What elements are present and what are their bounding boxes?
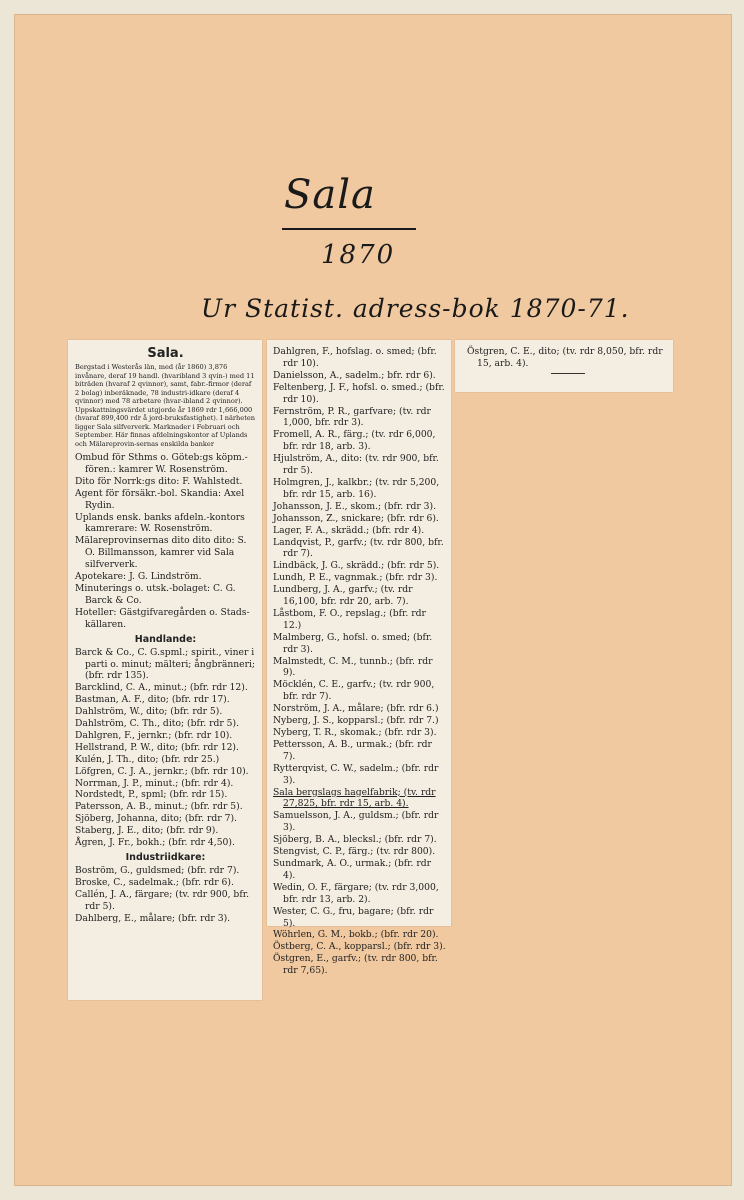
directory-entry: Johansson, J. E., skom.; (bfr. rdr 3). [273,500,437,512]
directory-entry: Hoteller: Gästgifvaregården o. Stads-källaren. [75,606,250,630]
clipping-heading: Sala. [147,346,184,361]
directory-entry: Ombud för Sthms o. Göteb:gs köpm.-fören.: kamrer W. Rosenström. [75,452,248,475]
directory-entry: Lundberg, J. A., garfv.; (tv. rdr 16,100, bfr. rdr 20, arb. 7). [273,584,413,608]
directory-entry: Agent för försäkr.-bol. Skandia: Axel Rydin. [75,487,245,511]
directory-entry: Norrman, J. P., minut.; (bfr. rdr 4). [75,777,234,789]
handlande-list [75,647,256,849]
industri-list [75,865,256,925]
industri-continued-list [273,346,446,977]
handwritten-year: 1870 [321,240,396,270]
directory-entry: Sala bergslags hagelfabrik; (tv. rdr 27,825, bfr. rdr 15, arb. 4). [273,786,436,810]
directory-entry: Bastman, A. F., dito; (bfr. rdr 17). [75,694,230,706]
directory-entry: Ågren, J. Fr., bokh.; (bfr. rdr 4,50). [75,837,235,849]
clipping-column-3 [455,340,673,392]
directory-entry: Låstbom, F. O., repslag.; (bfr. rdr 12.) [273,607,426,631]
directory-entry: Pettersson, A. B., urmak.; (bfr. rdr 7). [273,738,432,762]
directory-entry: Dahlgren, F., jernkr.; (bfr. rdr 10). [75,729,233,741]
directory-entry: Wester, C. G., fru, bagare; (bfr. rdr 5). [273,905,434,929]
handwritten-source-note: Ur Statist. adress-bok 1870-71. [201,294,630,323]
directory-entry: Dahlström, W., dito; (bfr. rdr 5). [75,706,223,718]
directory-entry: Dahlström, C. Th., dito; (bfr. rdr 5). [75,718,240,730]
directory-entry: Wöhrlen, G. M., bokb.; (bfr. rdr 20). [273,929,439,941]
directory-entry: Feltenberg, J. F., hofsl. o. smed.; (bfr. rdr 10). [273,381,445,405]
directory-entry: Samuelsson, J. A., guldsm.; (bfr. rdr 3). [273,810,439,834]
directory-entry: Callén, J. A., färgare; (tv. rdr 900, bfr. rdr 5). [75,888,250,912]
title-underline [282,228,416,230]
handlande-heading: Handlande: [134,633,197,645]
directory-entry: Östgren, C. E., dito; (tv. rdr 8,050, bfr. rdr 15, arb. 4). [467,346,663,369]
directory-entry: Hellstrand, P. W., dito; (bfr. rdr 12). [75,741,239,753]
end-dash [551,373,585,374]
directory-entry: Lindbäck, J. G., skrädd.; (bfr. rdr 5). [273,560,440,572]
directory-entry: Nordstedt, P., spml; (bfr. rdr 15). [75,789,228,801]
directory-entry: Holmgren, J., kalkbr.; (tv. rdr 5,200, bfr. rdr 15, arb. 16). [273,476,440,500]
directory-entry: Nyberg, J. S., kopparsl.; (bfr. rdr 7.) [273,715,439,727]
directory-entry: Malmberg, G., hofsl. o. smed; (bfr. rdr 3). [273,631,433,655]
directory-entry: Uplands ensk. banks afdeln.-kontors kamrerare: W. Rosenström. [75,511,245,535]
directory-entry: Minuterings o. utsk.-bolaget: C. G. Barck & Co. [75,582,236,606]
directory-entry: Rytterqvist, C. W., sadelm.; (bfr. rdr 3). [273,762,439,786]
directory-entry: Fromell, A. R., färg.; (tv. rdr 6,000, bfr. rdr 18, arb. 3). [273,429,436,453]
directory-entry: Möcklén, C. E., garfv.; (tv. rdr 900, bfr. rdr 7). [273,679,435,703]
directory-entry: Sjöberg, B. A., blecksl.; (bfr. rdr 7). [273,834,437,846]
town-description: Bergstad i Westerås län, med (år 1860) 3,876 invånare, deraf 19 handl. (hvaribland 3 qvin-) med 11 biträden (hvaraf 2 qvinnor), samt, fabr.-firmor (deraf 2 bolag) inberäknade, 78 industri-idkare (deraf 4 qvinnor) med 78 arbetare (hvar-ibland 2 qvinnor). Uppskattningsvärdet utgjorde år 1869 rdr 1,666,000 (hvaraf 899,400 rdr å jord-bruksfastighet). I närheten ligger Sala silfververk. Marknader i Februari och September. Här finnas afdelningskontor af Uplands och Mälareprovin-sernas enskilda banker [75,363,255,448]
clipping-column-2 [267,340,451,977]
directory-entry: Löfgren, C. J. A., jernkr.; (bfr. rdr 10). [75,765,249,777]
directory-entry: Broske, C., sadelmak.; (bfr. rdr 6). [75,876,234,888]
directory-entry: Östgren, E., garfv.; (tv. rdr 800, bfr. rdr 7,65). [273,953,438,977]
directory-entry: Wedin, O. F., färgare; (tv. rdr 3,000, bfr. rdr 13, arb. 2). [273,881,439,905]
directory-entry: Patersson, A. B., minut.; (bfr. rdr 5). [75,801,243,813]
directory-entry: Apotekare: J. G. Lindström. [75,571,202,583]
directory-entry: Dahlberg, E., målare; (bfr. rdr 3). [75,912,231,924]
industri-final-list [467,346,668,370]
directory-entry: Dahlgren, F., hofslag. o. smed; (bfr. rdr 10). [273,346,437,369]
directory-entry: Malmstedt, C. M., tunnb.; (bfr. rdr 9). [273,655,433,679]
handwritten-title: Sala [284,172,376,218]
directory-entry: Norström, J. A., målare; (bfr. rdr 6.) [273,703,439,715]
general-entries-list [75,452,256,631]
industri-heading: Industriidkare: [125,852,206,863]
directory-entry: Barck & Co., C. G.spml.; spirit., viner i parti o. minut; mälteri; ångbränneri; (bfr. rdr 135). [75,646,256,682]
directory-entry: Staberg, J. E., dito; (bfr. rdr 9). [75,825,219,837]
directory-entry: Dito för Norrk:gs dito: F. Wahlstedt. [75,475,243,487]
directory-entry: Landqvist, P., garfv.; (tv. rdr 800, bfr. rdr 7). [273,536,444,560]
directory-entry: Hjulström, A., dito: (tv. rdr 900, bfr. rdr 5). [273,453,439,477]
directory-entry: Lundh, P. E., vagnmak.; (bfr. rdr 3). [273,572,438,584]
directory-entry: Östberg, C. A., kopparsl.; (bfr. rdr 3). [273,941,446,953]
directory-entry: Boström, G., guldsmed; (bfr. rdr 7). [75,865,240,876]
directory-entry: Sjöberg, Johanna, dito; (bfr. rdr 7). [75,813,237,825]
directory-entry: Sundmark, A. O., urmak.; (bfr. rdr 4). [273,857,431,881]
directory-entry: Stengvist, C. P., färg.; (tv. rdr 800). [273,846,436,858]
directory-entry: Nyberg, T. R., skomak.; (bfr. rdr 3). [273,727,437,738]
directory-entry: Kulén, J. Th., dito; (bfr. rdr 25.) [75,753,220,765]
directory-entry: Danielsson, A., sadelm.; bfr. rdr 6). [273,369,436,381]
directory-entry: Mälareprovinsernas dito dito dito: S. O. Billmansson, kamrer vid Sala silfververk. [75,535,247,571]
clipping-column-1 [68,340,262,1000]
directory-entry: Barcklind, C. A., minut.; (bfr. rdr 12). [75,682,248,694]
directory-entry: Lager, F. A., skrädd.; (bfr. rdr 4). [273,524,425,536]
directory-entry: Fernström, P. R., garfvare; (tv. rdr 1,000, bfr. rdr 3). [273,405,431,429]
directory-entry: Johansson, Z., snickare; (bfr. rdr 6). [273,512,439,524]
